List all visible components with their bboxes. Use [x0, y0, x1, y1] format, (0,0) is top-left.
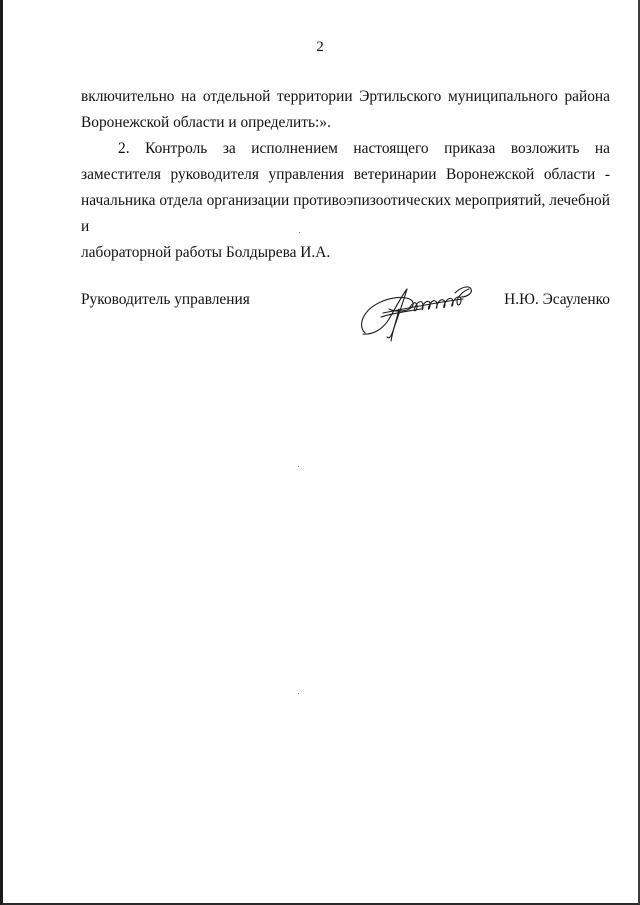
scan-speck — [298, 466, 299, 467]
body-line-4: заместителя руководителя управления ветеринарии Воронежской области - — [81, 166, 610, 183]
body-line-6: лабораторной работы Болдырева И.А. — [81, 244, 331, 261]
position-title: Руководитель управления — [81, 291, 250, 308]
signature-block — [81, 291, 610, 341]
body-line-2: Воронежской области и определить:». — [81, 114, 331, 131]
signer-name: Н.Ю. Эсауленко — [504, 291, 610, 308]
scan-speck — [298, 693, 299, 694]
body-line-5: начальника отдела организации противоэпизоотических мероприятий, лечебной и — [81, 192, 610, 235]
body-line-1: включительно на отдельной территории Эртильского муниципального района — [81, 88, 610, 105]
body-line-3: 2. Контроль за исполнением настоящего приказа возложить на — [118, 140, 610, 157]
handwritten-signature — [353, 273, 503, 343]
document-body — [81, 84, 610, 266]
scan-speck — [299, 232, 300, 233]
page-number: 2 — [316, 39, 324, 55]
